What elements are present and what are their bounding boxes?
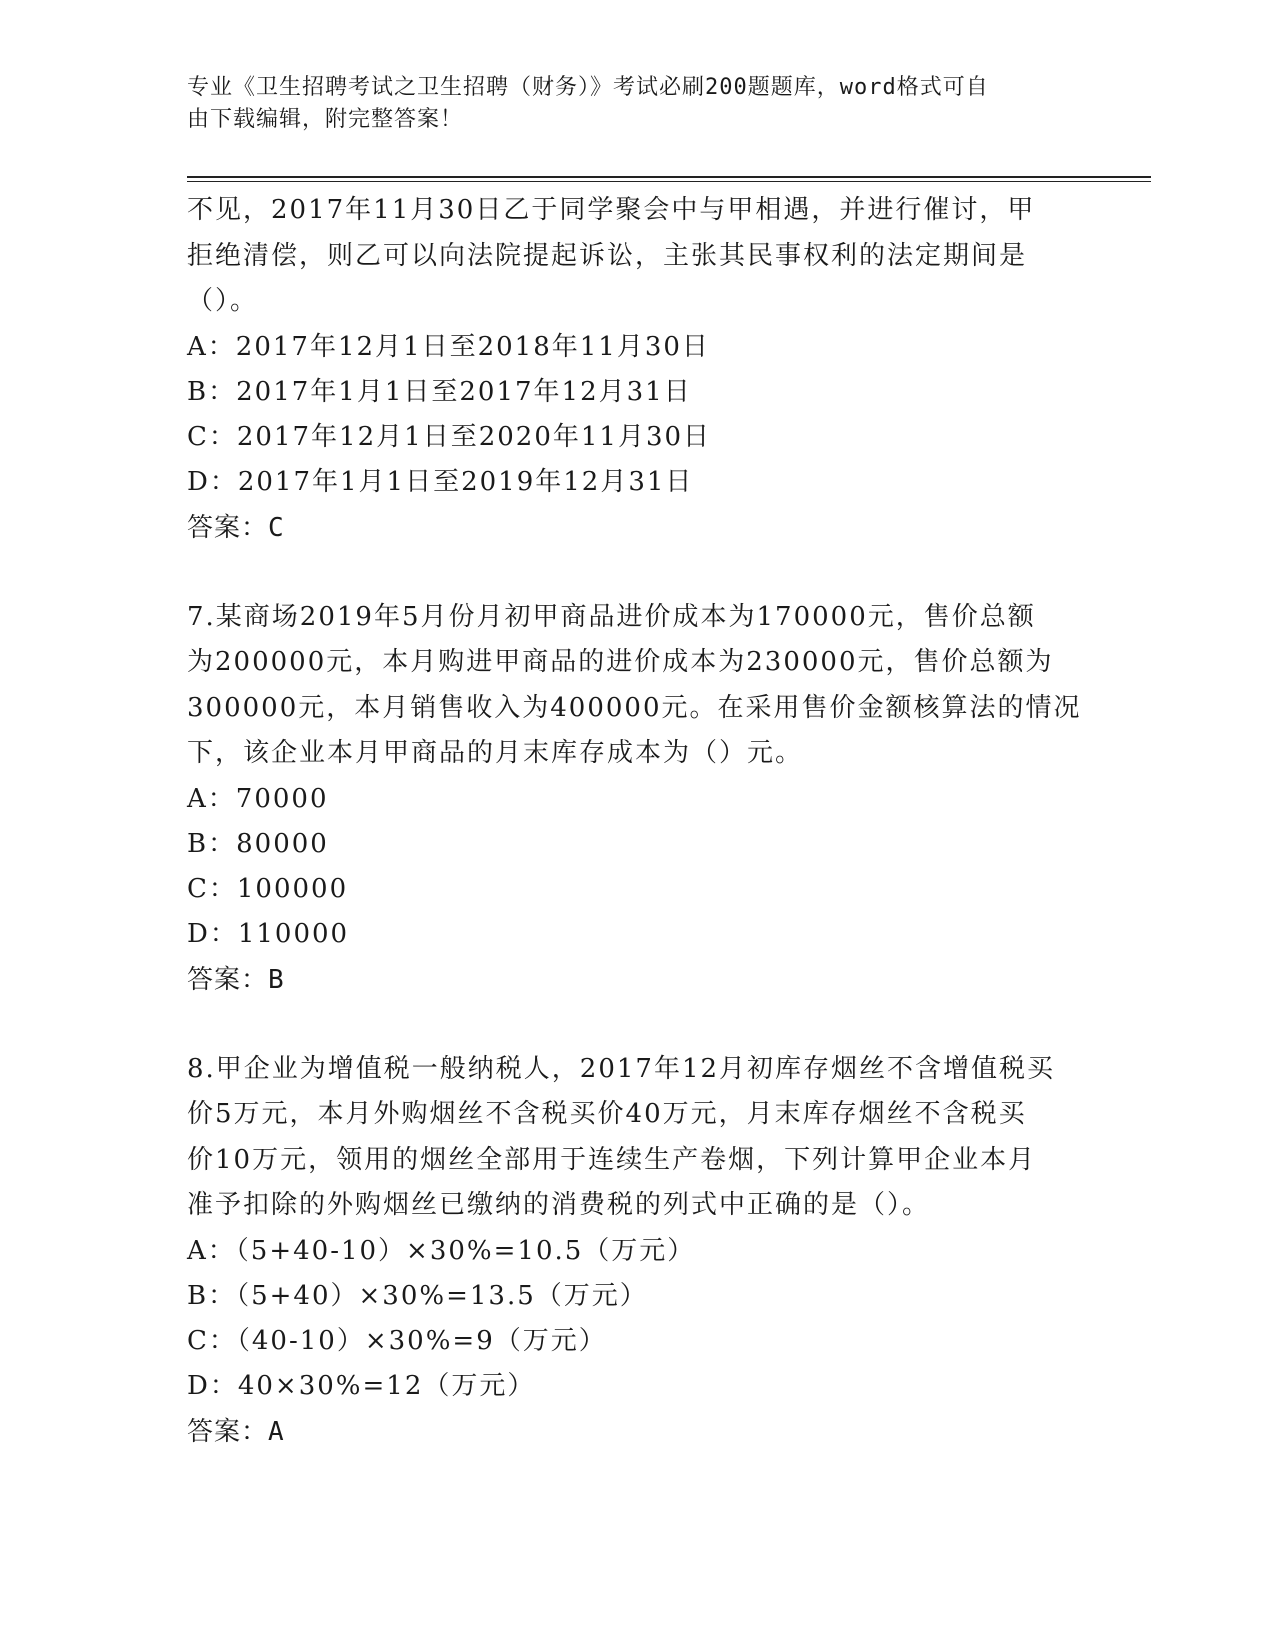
document-header: [187, 72, 1067, 136]
option-c: C：2017年12月1日至2020年11月30日: [187, 421, 712, 452]
option-b: B：2017年1月1日至2017年12月31日: [187, 376, 692, 407]
header-title-line-2: 由下载编辑，附完整答案！: [187, 107, 464, 132]
stem-line: 为200000元，本月购进甲商品的进价成本为230000元，售价总额为: [187, 647, 1054, 677]
answer-label: 答案：C: [187, 512, 285, 543]
header-divider-thin: [187, 181, 1151, 182]
header-divider-thick: [187, 176, 1151, 178]
option-d: D：110000: [187, 918, 350, 949]
stem-line: （）。: [187, 286, 259, 316]
question-stem: [187, 188, 1087, 325]
option-b: B：80000: [187, 828, 329, 859]
stem-line: 300000元，本月销售收入为400000元。在采用售价金额核算法的情况: [187, 692, 1082, 723]
stem-line: 拒绝清偿，则乙可以向法院提起诉讼，主张其民事权利的法定期间是: [187, 240, 1028, 271]
option-c: C：100000: [187, 873, 349, 904]
stem-line: 下，该企业本月甲商品的月末库存成本为（）元。: [187, 738, 804, 768]
spacer: [187, 551, 1087, 595]
question-list: [187, 188, 1087, 1455]
question-stem: [187, 1047, 1087, 1229]
answer-label: 答案：B: [187, 964, 285, 995]
stem-line: 价5万元，本月外购烟丝不含税买价40万元，月末库存烟丝不含税买: [187, 1099, 1027, 1129]
stem-line: 7.某商场2019年5月份月初甲商品进价成本为170000元，售价总额: [187, 601, 1036, 632]
spacer: [187, 1003, 1087, 1047]
option-d: D：2017年1月1日至2019年12月31日: [187, 466, 694, 497]
stem-line: 价10万元，领用的烟丝全部用于连续生产卷烟，下列计算甲企业本月: [187, 1144, 1037, 1175]
option-b: B：（5+40）×30%=13.5（万元）: [187, 1280, 648, 1311]
option-a: A：2017年12月1日至2018年11月30日: [187, 331, 710, 362]
question-stem: [187, 595, 1087, 777]
question-6: [187, 188, 1087, 551]
question-7: [187, 595, 1087, 1003]
stem-line: 8.甲企业为增值税一般纳税人，2017年12月初库存烟丝不含增值税买: [187, 1053, 1056, 1084]
answer-label: 答案：A: [187, 1416, 285, 1447]
option-a: A：（5+40-10）×30%=10.5（万元）: [187, 1235, 696, 1266]
question-8: [187, 1047, 1087, 1455]
header-title-line-1: 专业《卫生招聘考试之卫生招聘（财务）》考试必刷200题题库，word格式可自: [187, 75, 989, 100]
option-d: D：40×30%=12（万元）: [187, 1370, 536, 1401]
option-c: C：（40-10）×30%=9（万元）: [187, 1325, 607, 1356]
stem-line: 不见，2017年11月30日乙于同学聚会中与甲相遇，并进行催讨，甲: [187, 195, 1036, 225]
option-a: A：70000: [187, 783, 329, 814]
stem-line: 准予扣除的外购烟丝已缴纳的消费税的列式中正确的是（）。: [187, 1190, 931, 1220]
